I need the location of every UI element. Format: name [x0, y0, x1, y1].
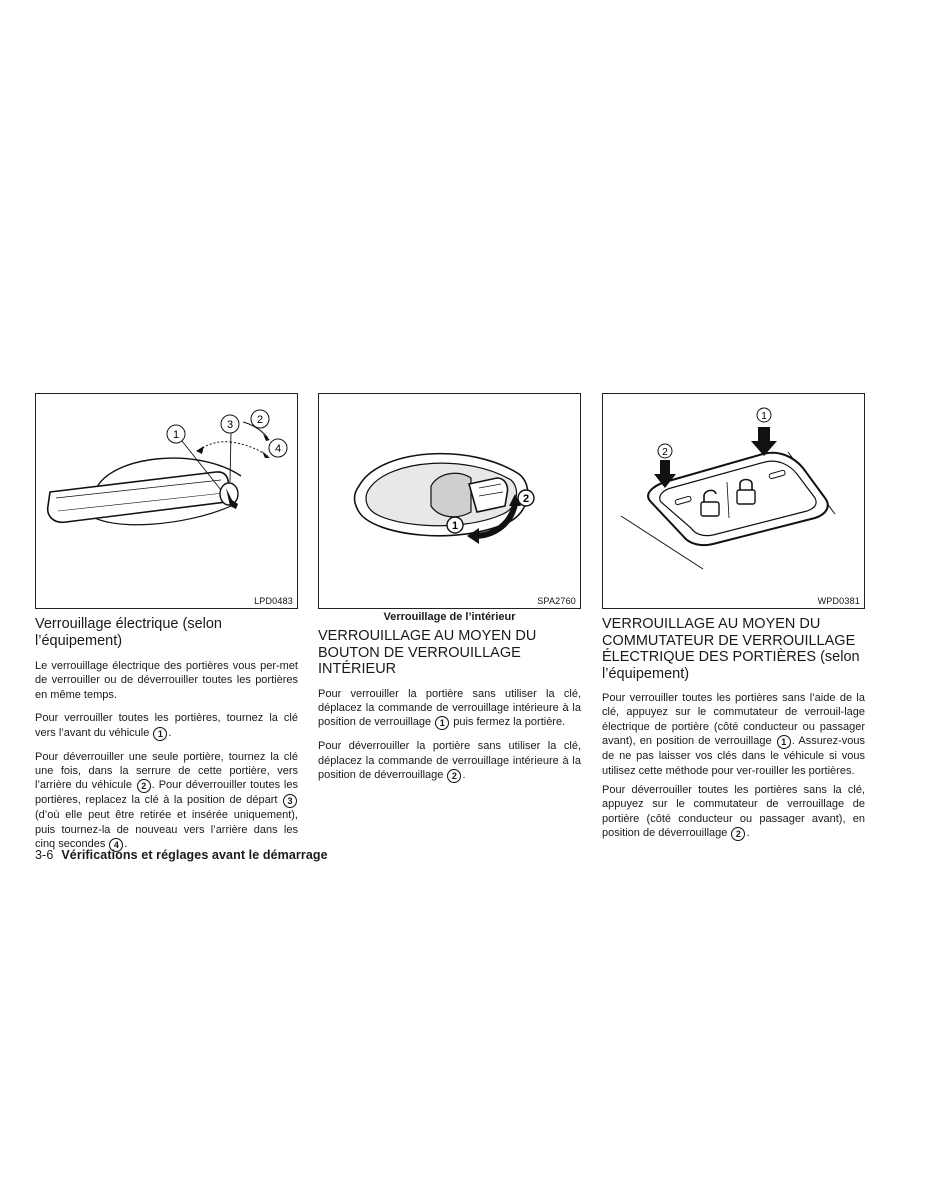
figure-door-key-lock — [35, 393, 298, 609]
section-heading-power-lock: Verrouillage électrique (selon l’équipement) — [35, 616, 222, 649]
callout-3: 3 — [226, 419, 234, 431]
callout-1: 1 — [172, 429, 180, 441]
callout-4: 4 — [274, 443, 282, 455]
figure-power-lock-switch — [602, 393, 865, 609]
inside-lock-knob-illustration — [319, 394, 580, 608]
paragraph: Pour verrouiller toutes les portières sans l’aide de la clé, appuyez sur le commutateur de verrouil-lage électrique de portière (côté conducteur ou passager avant), en position de verrouillage 1 . Assurez-vous de ne pas laisser vos clés dans le véhicule si vous utilisez cette méthode pour ver-rouiller les portières. — [602, 692, 865, 777]
callout-2: 2 — [662, 447, 668, 458]
callout-ref: 2 — [447, 769, 461, 783]
callout-ref: 2 — [731, 827, 745, 841]
paragraph: Pour verrouiller la portière sans utiliser la clé, déplacez la commande de verrouillage intérieure à la position de verrouillage 1 puis fermez la portière. — [318, 687, 581, 729]
column-1 — [35, 393, 298, 861]
lock-switch-illustration — [603, 394, 864, 608]
paragraph: Pour déverrouiller la portière sans utiliser la clé, déplacez la commande de verrouillage intérieure à la position de déverrouillage 2 . — [318, 740, 581, 782]
callout-ref: 1 — [153, 727, 167, 741]
callout-ref: 4 — [109, 838, 123, 852]
section-heading-inside-lock: VERROUILLAGE AU MOYEN DU BOUTON DE VERROUILLAGE INTÉRIEUR — [318, 628, 537, 677]
callout-ref: 1 — [435, 716, 449, 730]
page-footer — [35, 848, 328, 862]
figure-code: WPD0381 — [817, 596, 860, 606]
callout-2: 2 — [256, 414, 264, 426]
callout-ref: 1 — [777, 735, 791, 749]
callout-1: 1 — [451, 520, 459, 532]
figure-code: SPA2760 — [537, 596, 576, 606]
figure-code: LPD0483 — [254, 596, 293, 606]
paragraph: Pour déverrouiller une seule portière, tournez la clé une fois, dans la serrure de cette portière, vers l’arrière du véhicule 2 . Pour déverrouiller toutes les portières, replacez la clé à la position de départ 3 (d’où elle peut être retirée et insérée uniquement), puis tournez-la de nouveau vers l’arrière dans les cinq secondes 4 . — [35, 750, 298, 851]
callout-1: 1 — [761, 411, 767, 422]
paragraph: Pour verrouiller toutes les portières, tournez la clé vers l’avant du véhicule 1 . — [35, 712, 298, 739]
column-3 — [602, 393, 865, 846]
section-heading-power-lock-switch: VERROUILLAGE AU MOYEN DU COMMUTATEUR DE VERROUILLAGE ÉLECTRIQUE DES PORTIÈRES (selon l’équipement) — [602, 616, 860, 682]
paragraph: Pour déverrouiller toutes les portières sans la clé, appuyez sur le commutateur de verrouillage de portière (côté conducteur ou passager avant), en position de déverrouillage 2 . — [602, 784, 865, 840]
column-2 — [318, 393, 581, 792]
callout-ref: 2 — [137, 779, 151, 793]
page-number: 3-6 — [35, 848, 54, 862]
figure-inside-lock — [318, 393, 581, 609]
door-handle-key-illustration — [36, 394, 297, 608]
paragraph: Le verrouillage électrique des portières vous per-met de verrouiller ou de déverrouiller toutes les portières en même temps. — [35, 660, 298, 701]
callout-ref: 3 — [283, 794, 297, 808]
section-title: Vérifications et réglages avant le démarrage — [61, 848, 328, 862]
figure-caption: Verrouillage de l’intérieur — [383, 611, 516, 623]
callout-2: 2 — [522, 493, 530, 505]
